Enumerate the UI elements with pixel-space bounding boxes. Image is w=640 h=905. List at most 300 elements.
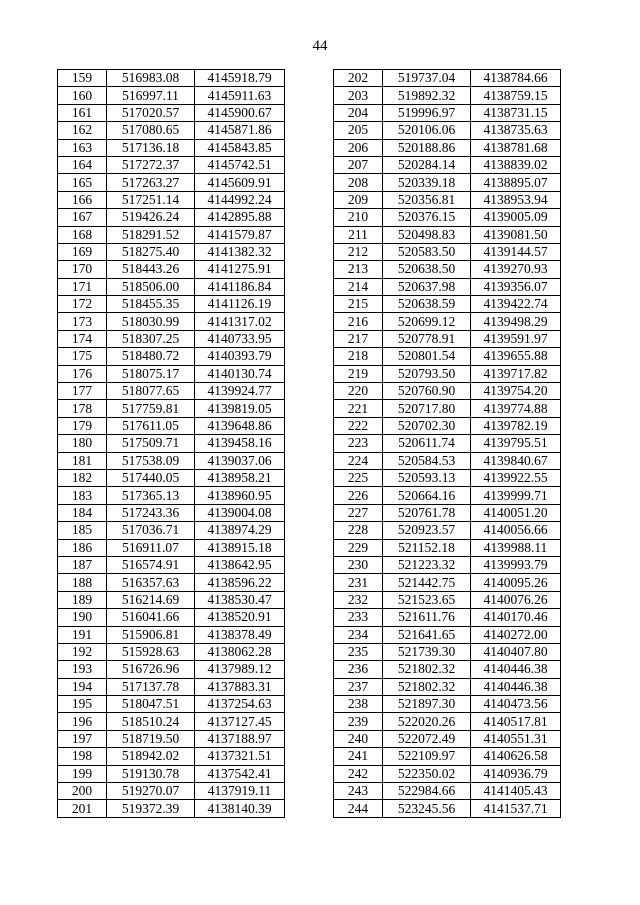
table-row [334, 330, 561, 347]
y-coordinate-cell: 4140551.31 [471, 730, 561, 747]
table-row [334, 765, 561, 782]
x-coordinate-cell: 517365.13 [107, 487, 195, 504]
point-number-cell: 207 [334, 156, 383, 173]
x-coordinate-cell: 517509.71 [107, 435, 195, 452]
table-row [334, 626, 561, 643]
table-row [334, 539, 561, 556]
table-row [334, 696, 561, 713]
x-coordinate-cell: 520801.54 [383, 348, 471, 365]
y-coordinate-cell: 4139655.88 [471, 348, 561, 365]
x-coordinate-cell: 520702.30 [383, 417, 471, 434]
x-coordinate-cell: 517538.09 [107, 452, 195, 469]
point-number-cell: 196 [58, 713, 107, 730]
x-coordinate-cell: 518030.99 [107, 313, 195, 330]
x-coordinate-cell: 520664.16 [383, 487, 471, 504]
table-row [58, 661, 285, 678]
table-row [334, 383, 561, 400]
x-coordinate-cell: 522072.49 [383, 730, 471, 747]
y-coordinate-cell: 4139754.20 [471, 383, 561, 400]
y-coordinate-cell: 4137542.41 [195, 765, 285, 782]
point-number-cell: 197 [58, 730, 107, 747]
x-coordinate-cell: 520583.50 [383, 243, 471, 260]
y-coordinate-cell: 4140936.79 [471, 765, 561, 782]
x-coordinate-cell: 519426.24 [107, 209, 195, 226]
point-number-cell: 220 [334, 383, 383, 400]
table-row [334, 452, 561, 469]
point-number-cell: 204 [334, 104, 383, 121]
table-row [58, 800, 285, 817]
x-coordinate-cell: 517243.36 [107, 504, 195, 521]
table-row [58, 278, 285, 295]
point-number-cell: 178 [58, 400, 107, 417]
point-number-cell: 185 [58, 522, 107, 539]
y-coordinate-cell: 4139840.67 [471, 452, 561, 469]
y-coordinate-cell: 4140446.38 [471, 661, 561, 678]
table-row [58, 383, 285, 400]
x-coordinate-cell: 518443.26 [107, 261, 195, 278]
point-number-cell: 161 [58, 104, 107, 121]
y-coordinate-cell: 4139270.93 [471, 261, 561, 278]
y-coordinate-cell: 4137989.12 [195, 661, 285, 678]
point-number-cell: 200 [58, 783, 107, 800]
y-coordinate-cell: 4139795.51 [471, 435, 561, 452]
point-number-cell: 163 [58, 139, 107, 156]
table-row [58, 435, 285, 452]
y-coordinate-cell: 4141186.84 [195, 278, 285, 295]
x-coordinate-cell: 517036.71 [107, 522, 195, 539]
point-number-cell: 208 [334, 174, 383, 191]
point-number-cell: 228 [334, 522, 383, 539]
x-coordinate-cell: 520699.12 [383, 313, 471, 330]
y-coordinate-cell: 4141579.87 [195, 226, 285, 243]
y-coordinate-cell: 4140051.20 [471, 504, 561, 521]
x-coordinate-cell: 521802.32 [383, 661, 471, 678]
y-coordinate-cell: 4139422.74 [471, 296, 561, 313]
table-row [334, 191, 561, 208]
y-coordinate-cell: 4142895.88 [195, 209, 285, 226]
table-row [58, 330, 285, 347]
point-number-cell: 186 [58, 539, 107, 556]
y-coordinate-cell: 4137321.51 [195, 748, 285, 765]
x-coordinate-cell: 517251.14 [107, 191, 195, 208]
table-row [58, 139, 285, 156]
x-coordinate-cell: 516997.11 [107, 87, 195, 104]
x-coordinate-cell: 518047.51 [107, 696, 195, 713]
x-coordinate-cell: 517272.37 [107, 156, 195, 173]
table-row [334, 661, 561, 678]
table-row [58, 556, 285, 573]
point-number-cell: 173 [58, 313, 107, 330]
point-number-cell: 174 [58, 330, 107, 347]
table-row [58, 348, 285, 365]
table-row [58, 591, 285, 608]
table-row [58, 713, 285, 730]
table-row [58, 539, 285, 556]
table-row [334, 174, 561, 191]
table-row [334, 748, 561, 765]
point-number-cell: 231 [334, 574, 383, 591]
x-coordinate-cell: 520584.53 [383, 452, 471, 469]
x-coordinate-cell: 518719.50 [107, 730, 195, 747]
point-number-cell: 229 [334, 539, 383, 556]
table-row [58, 609, 285, 626]
x-coordinate-cell: 517759.81 [107, 400, 195, 417]
x-coordinate-cell: 521152.18 [383, 539, 471, 556]
x-coordinate-cell: 519892.32 [383, 87, 471, 104]
table-row [334, 122, 561, 139]
y-coordinate-cell: 4140407.80 [471, 643, 561, 660]
point-number-cell: 190 [58, 609, 107, 626]
table-row [334, 643, 561, 660]
table-row [58, 87, 285, 104]
table-row [58, 174, 285, 191]
x-coordinate-cell: 520923.57 [383, 522, 471, 539]
x-coordinate-cell: 519270.07 [107, 783, 195, 800]
y-coordinate-cell: 4139819.05 [195, 400, 285, 417]
x-coordinate-cell: 517137.78 [107, 678, 195, 695]
y-coordinate-cell: 4139988.11 [471, 539, 561, 556]
point-number-cell: 184 [58, 504, 107, 521]
x-coordinate-cell: 521442.75 [383, 574, 471, 591]
y-coordinate-cell: 4139004.08 [195, 504, 285, 521]
x-coordinate-cell: 520376.15 [383, 209, 471, 226]
table-row [334, 783, 561, 800]
table-row [334, 400, 561, 417]
x-coordinate-cell: 518942.02 [107, 748, 195, 765]
y-coordinate-cell: 4138731.15 [471, 104, 561, 121]
table-row [334, 209, 561, 226]
table-row [58, 191, 285, 208]
x-coordinate-cell: 518307.25 [107, 330, 195, 347]
x-coordinate-cell: 517020.57 [107, 104, 195, 121]
point-number-cell: 244 [334, 800, 383, 817]
table-row [334, 226, 561, 243]
y-coordinate-cell: 4141317.02 [195, 313, 285, 330]
table-row [58, 243, 285, 260]
point-number-cell: 242 [334, 765, 383, 782]
table-row [334, 296, 561, 313]
point-number-cell: 239 [334, 713, 383, 730]
point-number-cell: 182 [58, 469, 107, 486]
point-number-cell: 159 [58, 70, 107, 87]
x-coordinate-cell: 519372.39 [107, 800, 195, 817]
y-coordinate-cell: 4137188.97 [195, 730, 285, 747]
point-number-cell: 168 [58, 226, 107, 243]
table-row [58, 296, 285, 313]
x-coordinate-cell: 520356.81 [383, 191, 471, 208]
y-coordinate-cell: 4145918.79 [195, 70, 285, 87]
table-row [58, 765, 285, 782]
x-coordinate-cell: 520760.90 [383, 383, 471, 400]
y-coordinate-cell: 4141126.19 [195, 296, 285, 313]
table-row [334, 730, 561, 747]
table-row [334, 156, 561, 173]
x-coordinate-cell: 518510.24 [107, 713, 195, 730]
y-coordinate-cell: 4145742.51 [195, 156, 285, 173]
coordinates-table-left [57, 69, 285, 818]
point-number-cell: 218 [334, 348, 383, 365]
point-number-cell: 205 [334, 122, 383, 139]
point-number-cell: 241 [334, 748, 383, 765]
y-coordinate-cell: 4141382.32 [195, 243, 285, 260]
point-number-cell: 202 [334, 70, 383, 87]
y-coordinate-cell: 4137883.31 [195, 678, 285, 695]
point-number-cell: 217 [334, 330, 383, 347]
x-coordinate-cell: 520638.50 [383, 261, 471, 278]
point-number-cell: 211 [334, 226, 383, 243]
point-number-cell: 222 [334, 417, 383, 434]
point-number-cell: 179 [58, 417, 107, 434]
table-row [334, 87, 561, 104]
y-coordinate-cell: 4138759.15 [471, 87, 561, 104]
y-coordinate-cell: 4138140.39 [195, 800, 285, 817]
x-coordinate-cell: 521802.32 [383, 678, 471, 695]
point-number-cell: 188 [58, 574, 107, 591]
table-row [334, 609, 561, 626]
x-coordinate-cell: 522020.26 [383, 713, 471, 730]
coordinates-table-right [333, 69, 561, 818]
x-coordinate-cell: 516726.96 [107, 661, 195, 678]
table-row [58, 400, 285, 417]
table-row [58, 261, 285, 278]
point-number-cell: 227 [334, 504, 383, 521]
table-row [334, 800, 561, 817]
y-coordinate-cell: 4139498.29 [471, 313, 561, 330]
point-number-cell: 180 [58, 435, 107, 452]
y-coordinate-cell: 4140733.95 [195, 330, 285, 347]
point-number-cell: 194 [58, 678, 107, 695]
x-coordinate-cell: 521897.30 [383, 696, 471, 713]
table-row [334, 487, 561, 504]
point-number-cell: 192 [58, 643, 107, 660]
point-number-cell: 213 [334, 261, 383, 278]
table-row [58, 696, 285, 713]
y-coordinate-cell: 4140473.56 [471, 696, 561, 713]
y-coordinate-cell: 4145609.91 [195, 174, 285, 191]
y-coordinate-cell: 4138895.07 [471, 174, 561, 191]
y-coordinate-cell: 4140446.38 [471, 678, 561, 695]
y-coordinate-cell: 4145843.85 [195, 139, 285, 156]
y-coordinate-cell: 4140517.81 [471, 713, 561, 730]
y-coordinate-cell: 4139648.86 [195, 417, 285, 434]
y-coordinate-cell: 4138839.02 [471, 156, 561, 173]
point-number-cell: 160 [58, 87, 107, 104]
table-row [334, 243, 561, 260]
x-coordinate-cell: 519737.04 [383, 70, 471, 87]
y-coordinate-cell: 4138530.47 [195, 591, 285, 608]
point-number-cell: 166 [58, 191, 107, 208]
y-coordinate-cell: 4138642.95 [195, 556, 285, 573]
point-number-cell: 210 [334, 209, 383, 226]
table-row [58, 226, 285, 243]
point-number-cell: 167 [58, 209, 107, 226]
y-coordinate-cell: 4138062.28 [195, 643, 285, 660]
y-coordinate-cell: 4137254.63 [195, 696, 285, 713]
x-coordinate-cell: 521641.65 [383, 626, 471, 643]
table-row [58, 643, 285, 660]
table-row [334, 278, 561, 295]
y-coordinate-cell: 4140170.46 [471, 609, 561, 626]
x-coordinate-cell: 520761.78 [383, 504, 471, 521]
x-coordinate-cell: 516574.91 [107, 556, 195, 573]
y-coordinate-cell: 4139037.06 [195, 452, 285, 469]
x-coordinate-cell: 520188.86 [383, 139, 471, 156]
x-coordinate-cell: 521223.32 [383, 556, 471, 573]
y-coordinate-cell: 4145900.67 [195, 104, 285, 121]
table-row [334, 574, 561, 591]
y-coordinate-cell: 4139081.50 [471, 226, 561, 243]
point-number-cell: 223 [334, 435, 383, 452]
table-row [58, 417, 285, 434]
point-number-cell: 198 [58, 748, 107, 765]
point-number-cell: 237 [334, 678, 383, 695]
x-coordinate-cell: 521611.76 [383, 609, 471, 626]
table-row [334, 348, 561, 365]
point-number-cell: 193 [58, 661, 107, 678]
point-number-cell: 235 [334, 643, 383, 660]
point-number-cell: 162 [58, 122, 107, 139]
x-coordinate-cell: 520339.18 [383, 174, 471, 191]
y-coordinate-cell: 4138958.21 [195, 469, 285, 486]
point-number-cell: 212 [334, 243, 383, 260]
y-coordinate-cell: 4139144.57 [471, 243, 561, 260]
x-coordinate-cell: 522350.02 [383, 765, 471, 782]
x-coordinate-cell: 520284.14 [383, 156, 471, 173]
point-number-cell: 170 [58, 261, 107, 278]
point-number-cell: 209 [334, 191, 383, 208]
point-number-cell: 172 [58, 296, 107, 313]
y-coordinate-cell: 4144992.24 [195, 191, 285, 208]
x-coordinate-cell: 521739.30 [383, 643, 471, 660]
point-number-cell: 236 [334, 661, 383, 678]
x-coordinate-cell: 523245.56 [383, 800, 471, 817]
y-coordinate-cell: 4137127.45 [195, 713, 285, 730]
table-row [58, 626, 285, 643]
y-coordinate-cell: 4138915.18 [195, 539, 285, 556]
table-row [334, 261, 561, 278]
y-coordinate-cell: 4141405.43 [471, 783, 561, 800]
point-number-cell: 175 [58, 348, 107, 365]
point-number-cell: 165 [58, 174, 107, 191]
x-coordinate-cell: 517611.05 [107, 417, 195, 434]
table-row [58, 678, 285, 695]
point-number-cell: 171 [58, 278, 107, 295]
x-coordinate-cell: 520498.83 [383, 226, 471, 243]
y-coordinate-cell: 4138953.94 [471, 191, 561, 208]
x-coordinate-cell: 521523.65 [383, 591, 471, 608]
x-coordinate-cell: 518506.00 [107, 278, 195, 295]
x-coordinate-cell: 522109.97 [383, 748, 471, 765]
y-coordinate-cell: 4139922.55 [471, 469, 561, 486]
y-coordinate-cell: 4139591.97 [471, 330, 561, 347]
x-coordinate-cell: 520611.74 [383, 435, 471, 452]
y-coordinate-cell: 4140130.74 [195, 365, 285, 382]
y-coordinate-cell: 4138735.63 [471, 122, 561, 139]
table-row [58, 748, 285, 765]
y-coordinate-cell: 4140272.00 [471, 626, 561, 643]
point-number-cell: 181 [58, 452, 107, 469]
table-row [58, 104, 285, 121]
point-number-cell: 226 [334, 487, 383, 504]
y-coordinate-cell: 4139782.19 [471, 417, 561, 434]
table-row [334, 469, 561, 486]
x-coordinate-cell: 517080.65 [107, 122, 195, 139]
x-coordinate-cell: 517440.05 [107, 469, 195, 486]
point-number-cell: 191 [58, 626, 107, 643]
point-number-cell: 169 [58, 243, 107, 260]
x-coordinate-cell: 520778.91 [383, 330, 471, 347]
table-row [334, 435, 561, 452]
table-row [58, 122, 285, 139]
table-row [334, 70, 561, 87]
x-coordinate-cell: 520637.98 [383, 278, 471, 295]
table-row [334, 313, 561, 330]
y-coordinate-cell: 4138520.91 [195, 609, 285, 626]
point-number-cell: 215 [334, 296, 383, 313]
y-coordinate-cell: 4138596.22 [195, 574, 285, 591]
x-coordinate-cell: 517136.18 [107, 139, 195, 156]
y-coordinate-cell: 4139993.79 [471, 556, 561, 573]
table-row [58, 574, 285, 591]
x-coordinate-cell: 517263.27 [107, 174, 195, 191]
point-number-cell: 201 [58, 800, 107, 817]
point-number-cell: 176 [58, 365, 107, 382]
point-number-cell: 177 [58, 383, 107, 400]
y-coordinate-cell: 4140076.26 [471, 591, 561, 608]
x-coordinate-cell: 520793.50 [383, 365, 471, 382]
point-number-cell: 187 [58, 556, 107, 573]
table-row [58, 452, 285, 469]
table-row [334, 504, 561, 521]
table-row [334, 417, 561, 434]
point-number-cell: 199 [58, 765, 107, 782]
y-coordinate-cell: 4139005.09 [471, 209, 561, 226]
point-number-cell: 203 [334, 87, 383, 104]
table-row [334, 104, 561, 121]
point-number-cell: 232 [334, 591, 383, 608]
table-row [58, 504, 285, 521]
table-row [334, 678, 561, 695]
x-coordinate-cell: 518075.17 [107, 365, 195, 382]
x-coordinate-cell: 515928.63 [107, 643, 195, 660]
point-number-cell: 189 [58, 591, 107, 608]
y-coordinate-cell: 4145871.86 [195, 122, 285, 139]
table-row [58, 209, 285, 226]
table-row [334, 591, 561, 608]
table-row [58, 70, 285, 87]
y-coordinate-cell: 4139717.82 [471, 365, 561, 382]
table-row [334, 556, 561, 573]
y-coordinate-cell: 4140056.66 [471, 522, 561, 539]
point-number-cell: 225 [334, 469, 383, 486]
table-row [58, 783, 285, 800]
x-coordinate-cell: 518077.65 [107, 383, 195, 400]
y-coordinate-cell: 4138781.68 [471, 139, 561, 156]
y-coordinate-cell: 4140393.79 [195, 348, 285, 365]
y-coordinate-cell: 4139999.71 [471, 487, 561, 504]
x-coordinate-cell: 516911.07 [107, 539, 195, 556]
y-coordinate-cell: 4145911.63 [195, 87, 285, 104]
y-coordinate-cell: 4138974.29 [195, 522, 285, 539]
point-number-cell: 233 [334, 609, 383, 626]
x-coordinate-cell: 518291.52 [107, 226, 195, 243]
x-coordinate-cell: 518480.72 [107, 348, 195, 365]
x-coordinate-cell: 516357.63 [107, 574, 195, 591]
x-coordinate-cell: 518275.40 [107, 243, 195, 260]
table-row [58, 469, 285, 486]
point-number-cell: 234 [334, 626, 383, 643]
point-number-cell: 216 [334, 313, 383, 330]
